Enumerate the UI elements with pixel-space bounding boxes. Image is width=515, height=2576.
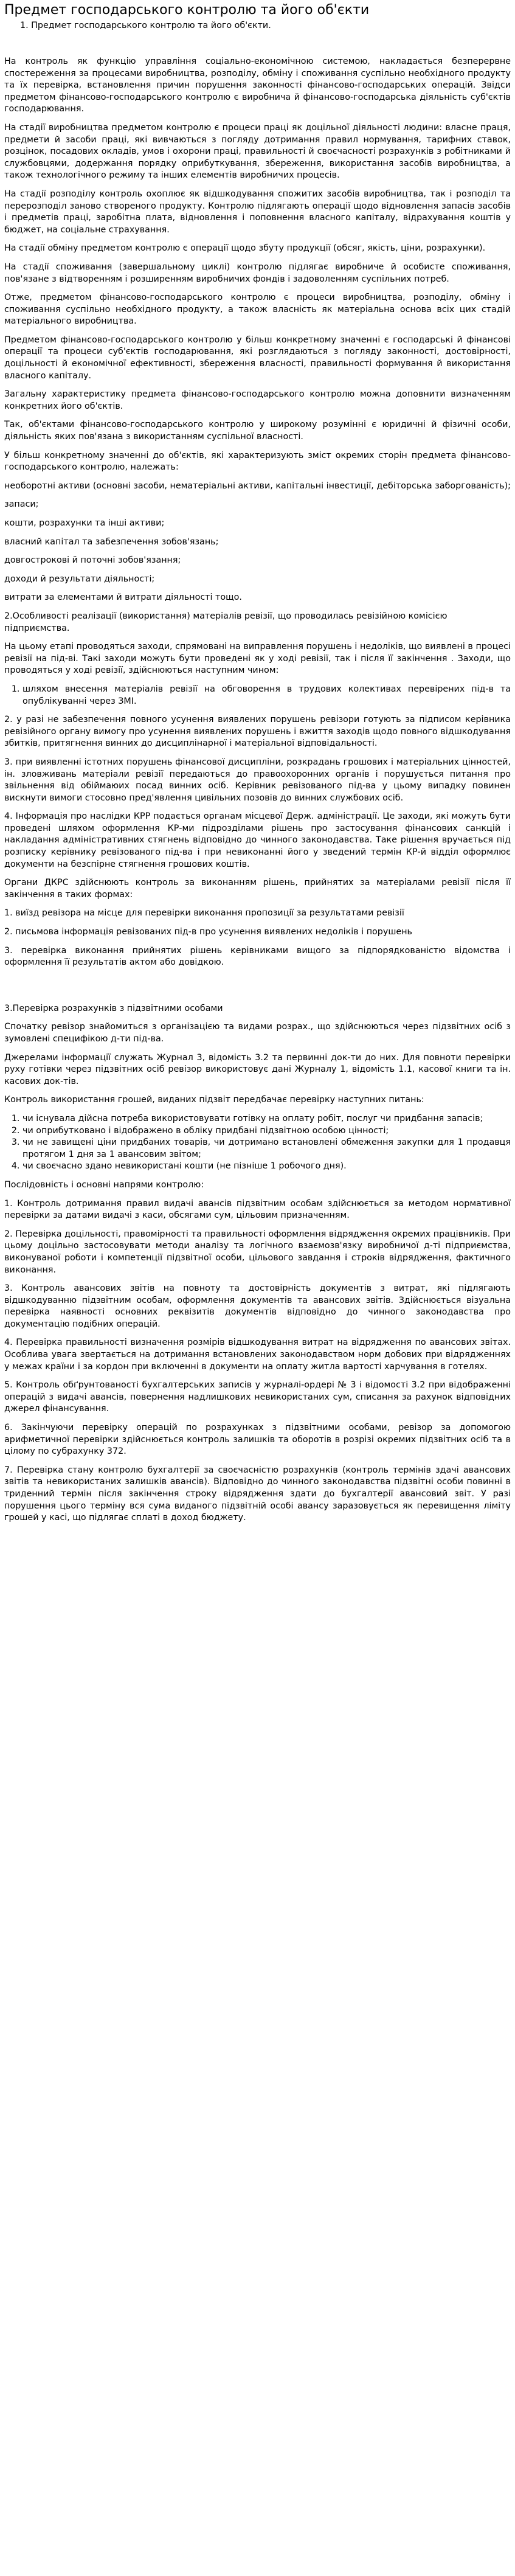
paragraph: 6. Закінчуючи перевірку операцій по розрахунках з підзвітними особами, ревізор за допомогою арифметичної перевірки здійснюється контроль залишків та оборотів в розрізі окремих підзвітних осіб та в цілому по субрахунку 372. xyxy=(4,1423,511,1457)
paragraph: Контроль використання грошей, виданих підзвіт передбачає перевірку наступних питань: xyxy=(4,1095,424,1105)
paragraph: Отже, предметом фінансово-господарського контролю є процеси виробництва, розподілу, обміну і споживання суспільно необхідного продукту, а також власність як матеріальна основа всіх цих стадій матеріального виробництва. xyxy=(4,293,511,327)
section-3 xyxy=(4,1003,511,1524)
list-item: 1. чи існувала дійсна потреба використовувати готівку на оплату робіт, послуг чи придбання запасів; xyxy=(22,1113,511,1125)
list-item: запаси; xyxy=(4,499,39,510)
paragraph: Органи ДКРС здійснюють контроль за виконанням рішень, прийнятих за матеріалами ревізії після її закінчення в таких формах: xyxy=(4,878,511,900)
paragraph: Предметом фінансово-господарського контролю у більш конкретному значенні є господарські й фінансові операції та процеси суб'єктів господарювання, які розглядаються з погляду законності, достовірності, доцільності й економічної ефективності, збереження власності, правильності формування й використання власного капіталу. xyxy=(4,335,511,381)
list-item: 2. чи оприбутковано і відображено в обліку придбані підзвітною особою цінності; xyxy=(22,1125,511,1137)
paragraph: 2. у разі не забезпечення повного усунення виявлених порушень ревізори готують за підписом керівника ревізійного органу вимогу про усунення виявлених порушень і вжиття заходів щодо повного відшкодування збитків, притягнення винних до дисциплінарної і матеріальної відповідальності. xyxy=(4,715,511,749)
paragraph: Спочатку ревізор знайомиться з організацією та видами розрах., що здійснюються через підзвітних осіб з зумовлені специфікою д-ти під-ва. xyxy=(4,1022,511,1044)
paragraph: На цьому етапі проводяться заходи, спрямовані на виправлення порушень і недоліків, що виявлені в процесі ревізії на під-ві. Такі заходи можуть бути проведені як у ході ревізії, так і після її закінчення . Заходи, що проводяться у ході ревізії, здійснюються наступним чином: xyxy=(4,642,511,676)
list-item: 4. чи своєчасно здано невикористані кошти (не пізніше 1 робочого дня). xyxy=(22,1161,511,1173)
paragraph: 1. Контроль дотримання правил видачі авансів підзвітним особам здійснюється за методом нормативної перевірки за датами видачі з каси, обсягами сум, цільовим призначенням. xyxy=(4,1198,511,1221)
list-item: кошти, розрахунки та інші активи; xyxy=(4,518,165,528)
section-2 xyxy=(4,611,511,969)
numbered-list xyxy=(4,1113,511,1173)
paragraph: На стадії розподілу контроль охоплює як відшкодування спожитих засобів виробництва, так і розподіл та перерозподіл заново створеного продукту. Контролю підлягають операції щодо відновлення запасів засобів і предметів праці, заробітна плата, відновлення і поповнення власного капіталу, відрахування коштів у бюджет, на соціальне страхування. xyxy=(4,189,511,235)
paragraph: На стадії споживання (завершальному циклі) контролю підлягає виробниче й особисте споживання, пов'язане з відтворенням і розширенням виробничих фондів і задоволенням суспільних потреб. xyxy=(4,262,511,284)
paragraph: 3. при виявленні істотних порушень фінансової дисципліни, розкрадань грошових і матеріальних цінностей, ін. зловживань матеріали ревізії передаються до правоохоронних органів і порушується питання про звільнення від обіймаюих посад винних осіб. Керівник ревізованого під-ва у цьому випадку повинен вискнути вимоги стосовно пред'явлення цивільних позовів до винних службових осіб. xyxy=(4,757,511,803)
list-item: 1. шляхом внесення матеріалів ревізії на обговорення в трудових колективах перевірених під-в та опублікуванні через ЗМІ. xyxy=(22,684,511,707)
paragraph: 5. Контроль обґрунтованості бухгалтерських записів у журналі-ордері № 3 і відомості 3.2 при відображенні операцій з видачі авансів, повернення надлишкових невикористаних сум, списання за рахунок відповідних джерел фінансування. xyxy=(4,1380,511,1414)
paragraph: У більш конкретному значенні до об'єктів, які характеризують зміст окремих сторін предмета фінансово-господарського контролю, належать: xyxy=(4,450,511,473)
list-item: власний капітал та забезпечення зобов'язань; xyxy=(4,536,219,547)
paragraph: На стадії обміну предметом контролю є операції щодо збуту продукції (обсяг, якість, ціни, розрахунки). xyxy=(4,243,486,254)
section-heading: 3.Перевірка розрахунків з підзвітними особами xyxy=(4,1003,223,1013)
part1 xyxy=(4,56,511,474)
paragraph: 2. Перевірка доцільності, правомірності та правильності оформлення відрядження окремих працівників. При цьому доцільно застосовувати методи аналізу та логічного взаємозв'язку виробничої д-ті підприємства, виконуваної роботи і компетенції підзвітної особи, цільового завдання і строків відрядження, фактичного виконання. xyxy=(4,1229,511,1275)
paragraph: 3. Контроль авансових звітів на повноту та достовірність документів з витрат, які підлягають відшкодуванню підзвітним особам, оформлення документів та авансових звітів. Здійснюється візуальна перевірка наявності основних реквізитів документів відповідно до чинного законодавства про документацію подібних операцій. xyxy=(4,1283,511,1329)
paragraph: Так, об'єктами фінансово-господарського контролю у широкому розумінні є юридичні й фізичні особи, діяльність яких пов'язана з використанням суспільної власності. xyxy=(4,420,511,442)
section-heading: 2.Особливості реалізації (використання) матеріалів ревізії, що проводилась ревізійною комісією підприємства. xyxy=(4,611,448,633)
list-item: витрати за елементами й витрати діяльності тощо. xyxy=(4,592,242,603)
paragraph: На контроль як функцію управління соціально-економічною системою, накладається безперервне спостереження за процесами виробництва, розподілу, обміну і споживання суспільно необхідного продукту та їх перевірка, встановлення причин порушення законності фінансово-господарських операцій. Звідси предметом фінансово-господарського контролю є виробнича й фінансово-господарська діяльність суб'єктів господарювання. xyxy=(4,57,511,114)
paragraph: 7. Перевірка стану контролю бухгалтерії за своєчасністю розрахунків (контроль термінів здачі авансових звітів та невикористаних залишків авансів). Відповідно до чинного законодавства підзвітні особи повинні в триденний термін після закінчення строку відрядження здати до бухгалтерії авансовий звіт. У разі порушення цього терміну вся сума виданого підзвітній особі авансу заразовується як перевищення ліміту грошей у касі, що підлягає сплаті в доход бюджету. xyxy=(4,1465,511,1523)
paragraph: 3. перевірка виконання прийнятих рішень керівниками вищого за підпорядкованістю відомства і оформлення її результатів актом або довідкою. xyxy=(4,945,511,968)
paragraph: 2. письмова інформація ревізованих під-в про усунення виявлених недоліків і порушень xyxy=(4,927,412,937)
paragraph: Послідовність і основні напрями контролю: xyxy=(4,1179,204,1190)
list-item: необоротні активи (основні засоби, нематеріальні активи, капітальні інвестиції, дебіторська заборгованість); xyxy=(4,481,511,491)
paragraph: 4. Інформація про наслідки КРР подається органам місцевої Держ. адміністрації. Це заходи, які можуть бути проведені шляхом оформлення КР-ми підрозділами рішень про застосування фінансових санкцій і накладання адміністративних стягнень відповідно до чинного законодавства. Таке рішення вручається під розписку керівнику ревізованого під-ва і при невиконанні його у зведений термін КР-й відділ оформлює документи на безспірне стягнення грошових коштів. xyxy=(4,811,511,869)
paragraph: Джерелами інформації служать Журнал 3, відомість 3.2 та первинні док-ти до них. Для повноти перевірки руху готівки через підзвітних осіб ревізор використовує дані Журналу 1, відомість 1.1, касової книги та ін. касових док-тів. xyxy=(4,1052,511,1086)
objects-list xyxy=(4,481,511,604)
numbered-list xyxy=(4,684,511,707)
page-title: Предмет господарського контролю та його об'єкти xyxy=(4,2,370,18)
list-item: 3. чи не завищені ціни придбаних товарів, чи дотримано встановлені обмеження закупки для 1 продавця протягом 1 дня за 1 авансовим звітом; xyxy=(22,1137,511,1161)
paragraph: 4. Перевірка правильності визначення розмірів відшкодування витрат на відрядження по авансових звітах. Особлива увага звертається на дотримання встановлених законодавством норм добових при відрядженнях у межах країни і за кордон при включенні в документи на оплату житла вартості харчування в готелях. xyxy=(4,1338,511,1372)
list-item: довгострокові й поточні зобов'язання; xyxy=(4,555,181,566)
toc-item: 1. Предмет господарського контролю та його об'єкти. xyxy=(20,21,271,30)
list-item: доходи й результати діяльності; xyxy=(4,574,155,584)
paragraph: Загальну характеристику предмета фінансово-господарського контролю можна доповнити визначенням конкретних його об'єктів. xyxy=(4,389,511,411)
paragraph: 1. виїзд ревізора на місце для перевірки виконання пропозиції за результатами ревізії xyxy=(4,908,404,918)
paragraph: На стадії виробництва предметом контролю є процеси праці як доцільної діяльності людини: власне праця, предмети й засоби праці, які вивчаються з погляду дотримання правил нормування, тарифних ставок, розцінок, посадових окладів, умов і охорони праці, правильності й своєчасності розрахунків з робітниками й службовцями, додержання порядку оприбуткування, збереження, використання засобів виробництва, а також технологічного режиму та інших елементів виробничих процесів. xyxy=(4,122,511,181)
